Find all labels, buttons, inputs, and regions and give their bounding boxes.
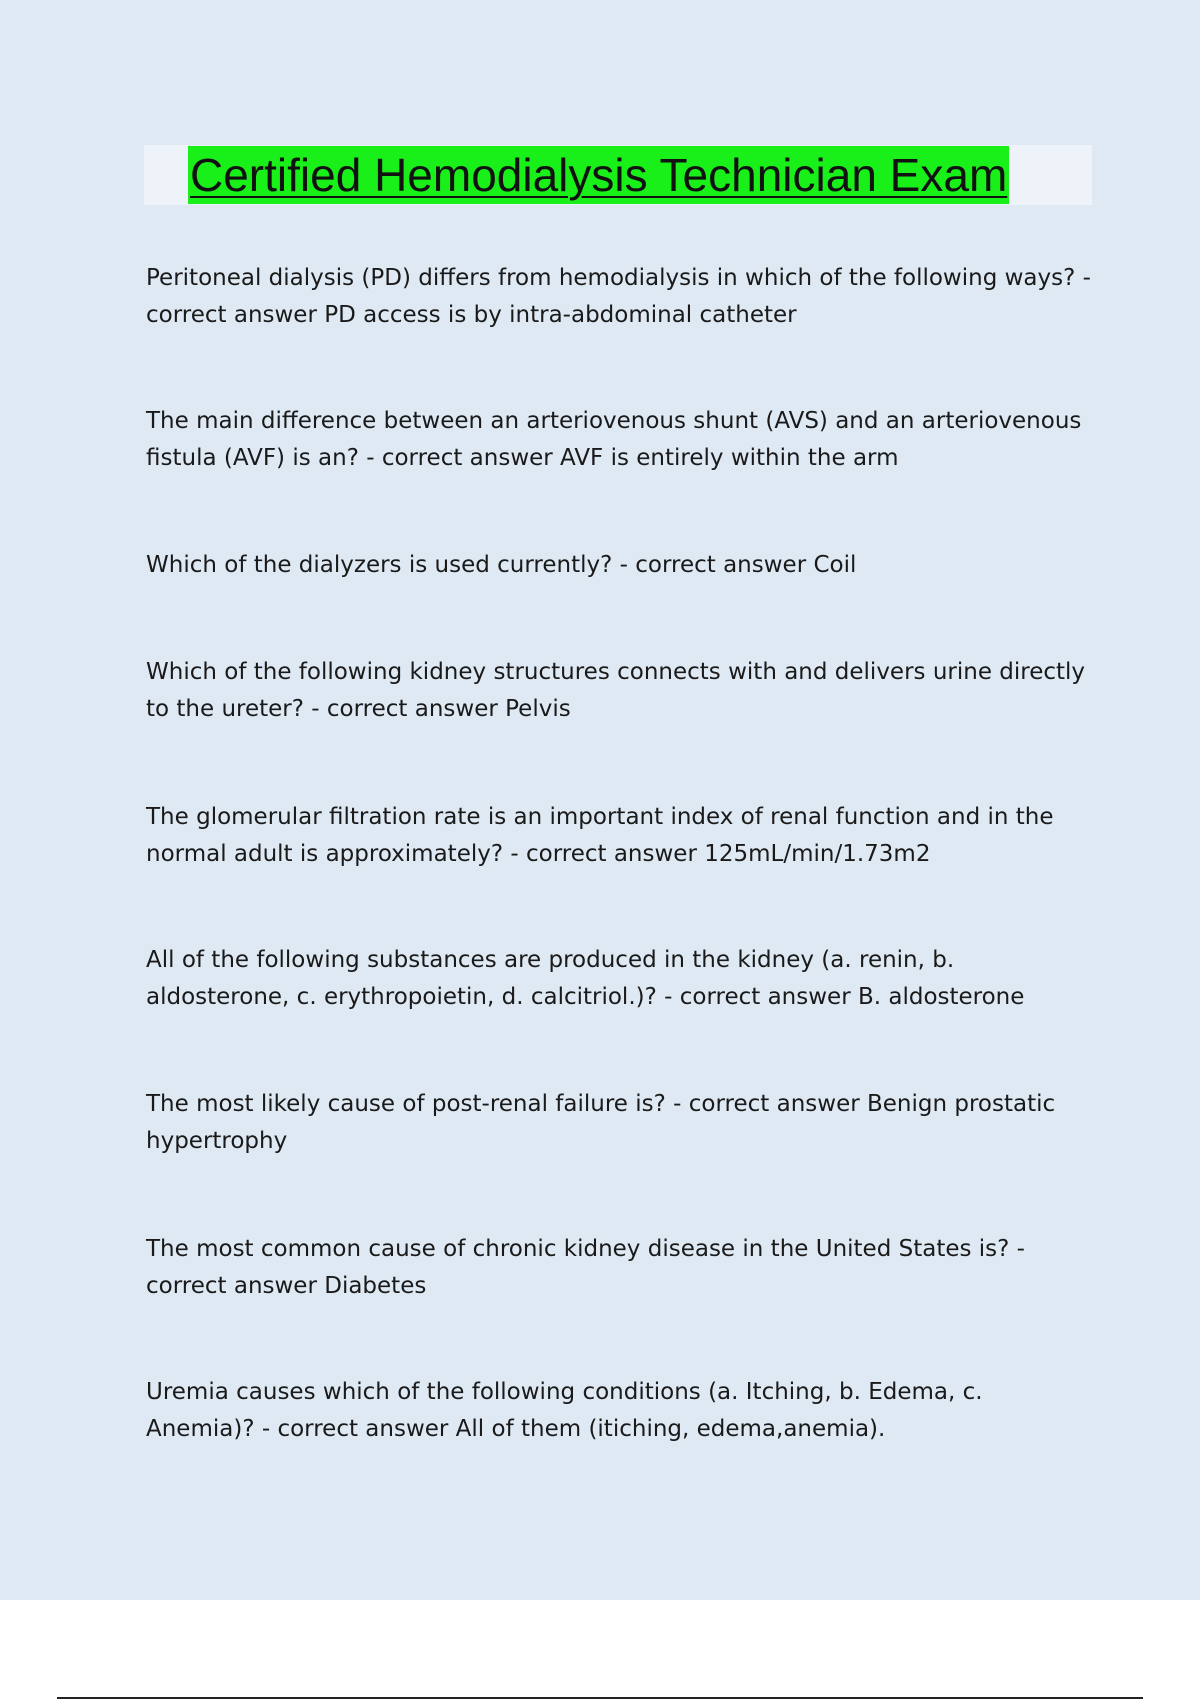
footer-rule	[57, 1697, 1143, 1699]
question-answer-7: The most likely cause of post-renal failure is? - correct answer Benign prostatic hypertrophy	[146, 1091, 1056, 1154]
question-answer-1: Peritoneal dialysis (PD) differs from hemodialysis in which of the following ways? - correct answer PD access is by intra-abdominal catheter	[146, 265, 1091, 328]
question-answer-9: Uremia causes which of the following conditions (a. Itching, b. Edema, c. Anemia)? - correct answer All of them (itiching, edema,anemia).	[146, 1379, 983, 1442]
question-answer-6: All of the following substances are produced in the kidney (a. renin, b. aldosterone, c. erythropoietin, d. calcitriol.)? - correct answer B. aldosterone	[146, 947, 1025, 1010]
question-answer-8: The most common cause of chronic kidney disease in the United States is? - correct answer Diabetes	[146, 1236, 1025, 1299]
question-answer-5: The glomerular filtration rate is an important index of renal function and in the normal adult is approximately? - correct answer 125mL/min/1.73m2	[146, 804, 1054, 867]
document-title: Certified Hemodialysis Technician Exam	[188, 146, 1009, 204]
question-answer-3: Which of the dialyzers is used currently? - correct answer Coil	[146, 552, 857, 578]
question-answer-2: The main difference between an arteriovenous shunt (AVS) and an arteriovenous fistula (AVF) is an? - correct answer AVF is entirely within the arm	[146, 408, 1082, 471]
question-answer-4: Which of the following kidney structures connects with and delivers urine directly to the ureter? - correct answer Pelvis	[146, 659, 1086, 722]
